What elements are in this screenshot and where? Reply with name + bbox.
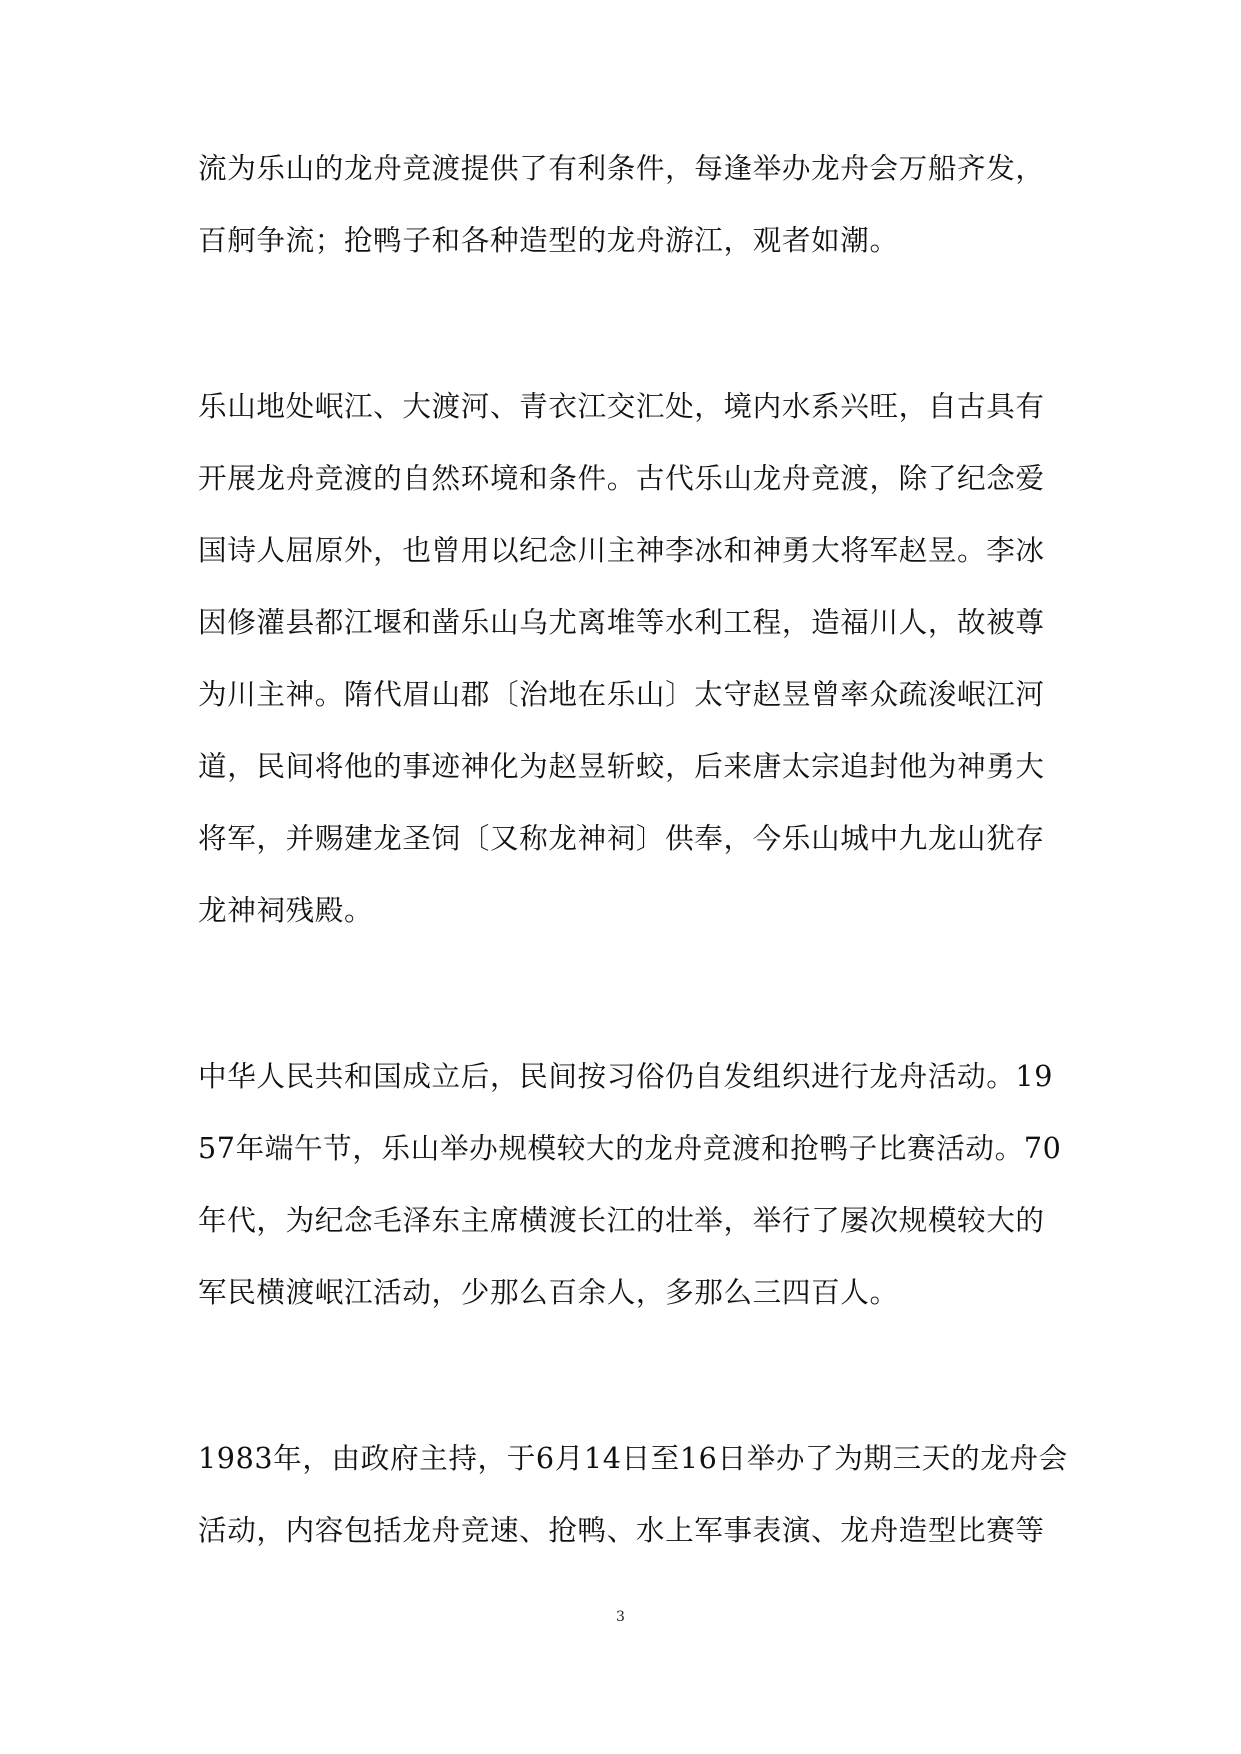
page-number: 3 — [616, 1609, 625, 1625]
text-line: 乐山地处岷江、大渡河、青衣江交汇处，境内水系兴旺，自古具有 — [198, 389, 1045, 423]
text-line: 1983年，由政府主持，于6月14日至16日举办了为期三天的龙舟会 — [198, 1441, 1068, 1475]
text-line: 百舸争流；抢鸭子和各种造型的龙舟游江，观者如潮。 — [198, 223, 899, 257]
text-line: 开展龙舟竞渡的自然环境和条件。古代乐山龙舟竞渡，除了纪念爱 — [198, 461, 1045, 495]
text-line: 57年端午节，乐山举办规模较大的龙舟竞渡和抢鸭子比赛活动。70 — [198, 1131, 1062, 1165]
text-line: 军民横渡岷江活动，少那么百余人，多那么三四百人。 — [198, 1275, 899, 1309]
text-line: 因修灌县都江堰和凿乐山乌尤离堆等水利工程，造福川人，故被尊 — [198, 605, 1045, 639]
text-line: 年代，为纪念毛泽东主席横渡长江的壮举，举行了屡次规模较大的 — [198, 1203, 1045, 1237]
text-line: 中华人民共和国成立后，民间按习俗仍自发组织进行龙舟活动。19 — [198, 1059, 1054, 1093]
text-line: 将军，并赐建龙圣饲〔又称龙神祠〕供奉，今乐山城中九龙山犹存 — [198, 821, 1045, 855]
text-line: 流为乐山的龙舟竞渡提供了有利条件，每逢举办龙舟会万船齐发， — [198, 151, 1045, 185]
text-line: 道，民间将他的事迹神化为赵昱斩蛟，后来唐太宗追封他为神勇大 — [198, 749, 1045, 783]
text-line: 国诗人屈原外，也曾用以纪念川主神李冰和神勇大将军赵昱。李冰 — [198, 533, 1045, 567]
text-line: 为川主神。隋代眉山郡〔治地在乐山〕太守赵昱曾率众疏浚岷江河 — [198, 677, 1045, 711]
text-line: 活动，内容包括龙舟竞速、抢鸭、水上军事表演、龙舟造型比赛等 — [198, 1513, 1045, 1547]
text-line: 龙神祠残殿。 — [198, 893, 374, 927]
